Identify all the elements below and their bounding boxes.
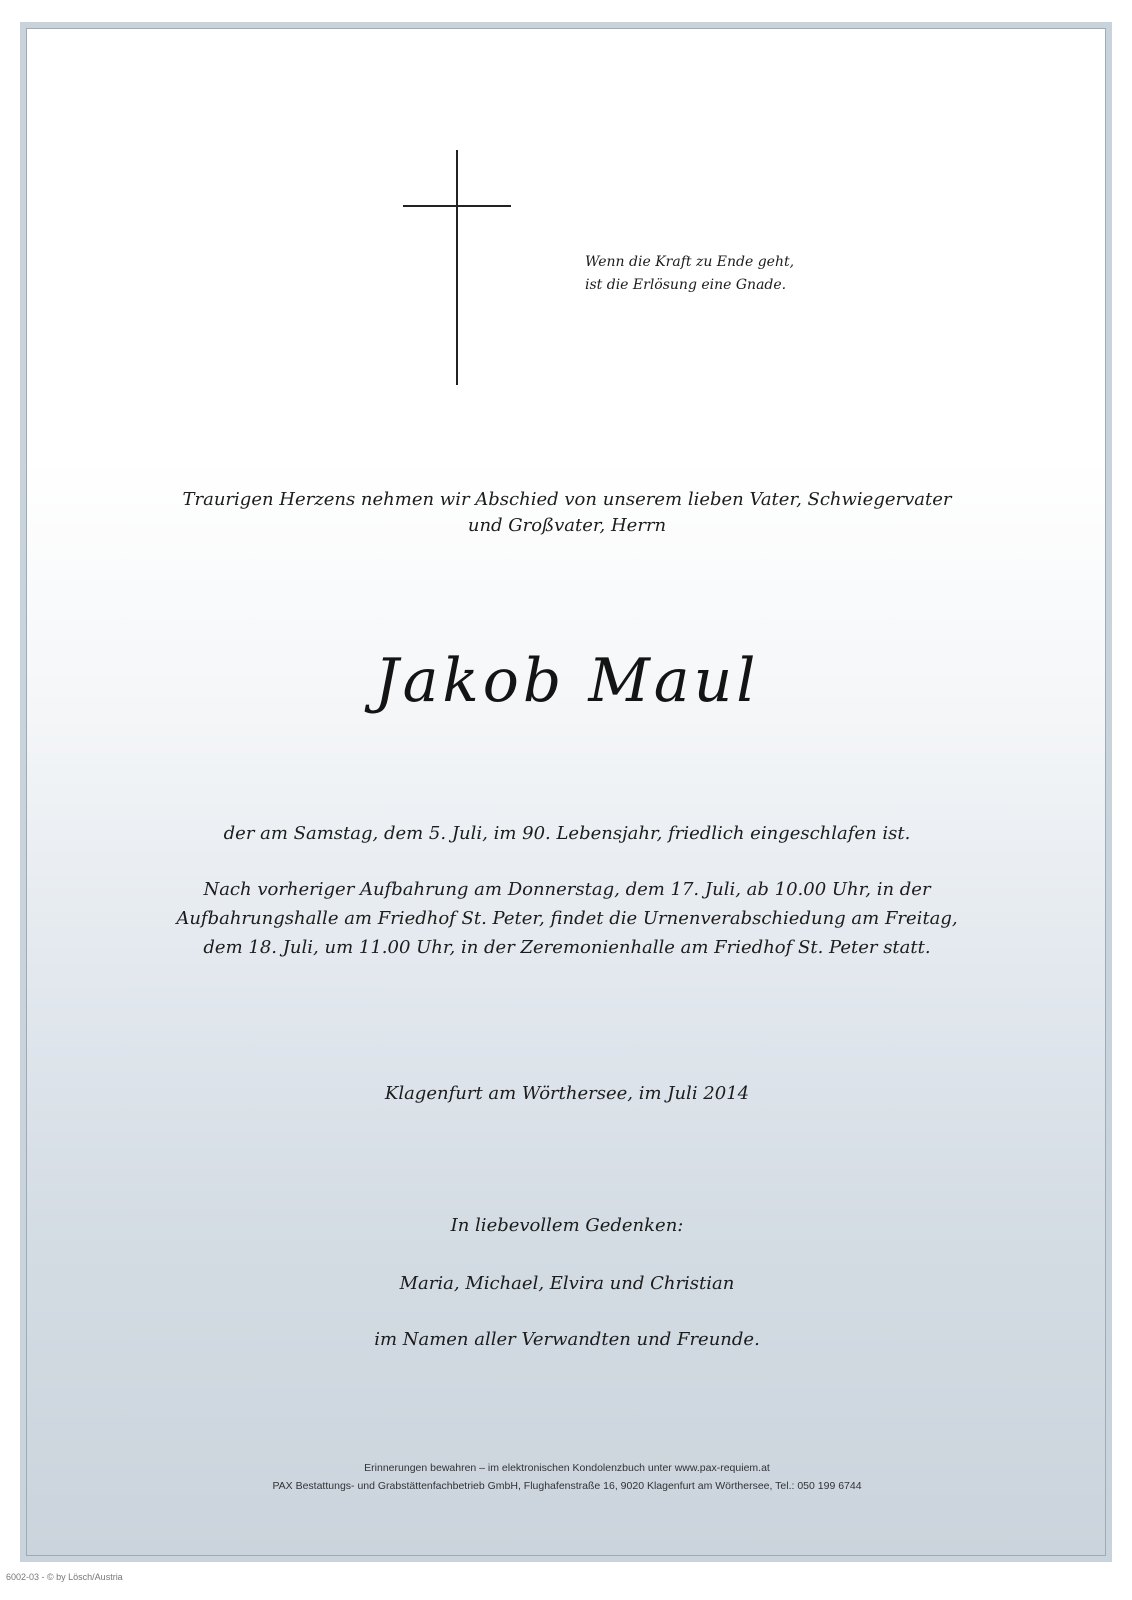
death-notice-text: der am Samstag, dem 5. Juli, im 90. Lebensjahr, friedlich eingeschlafen ist. (223, 823, 911, 844)
cross-icon (456, 150, 458, 385)
obituary-card (26, 28, 1106, 1556)
card-frame (20, 22, 1112, 1562)
ceremony-line-3: dem 18. Juli, um 11.00 Uhr, in der Zeremonienhalle am Friedhof St. Peter statt. (203, 937, 931, 958)
relatives-line (127, 1325, 1007, 1354)
footer (127, 1459, 1007, 1495)
ceremony-line-2: Aufbahrungshalle am Friedhof St. Peter, findet die Urnenverabschiedung am Freitag, (176, 908, 958, 929)
ceremony-line-1: Nach vorheriger Aufbahrung am Donnerstag, dem 17. Juli, ab 10.00 Uhr, in der (203, 879, 931, 900)
ceremony-details (127, 875, 1007, 962)
motto-line-1: Wenn die Kraft zu Ende geht, (585, 254, 795, 270)
place-date-text: Klagenfurt am Wörthersee, im Juli 2014 (384, 1083, 750, 1104)
intro-line-1: Traurigen Herzens nehmen wir Abschied von unserem lieben Vater, Schwiegervater (182, 489, 952, 510)
closing-heading (127, 1211, 1007, 1240)
place-and-date (127, 1079, 1007, 1108)
intro-line-2: und Großvater, Herrn (467, 515, 667, 536)
death-notice (127, 819, 1007, 848)
motto-line-2: ist die Erlösung eine Gnade. (585, 277, 787, 293)
deceased-name: Jakob Maul (374, 646, 760, 716)
closing-heading-text: In liebevollem Gedenken: (450, 1215, 684, 1236)
intro-text (127, 487, 1007, 539)
footer-line-1: Erinnerungen bewahren – im elektronischen Kondolenzbuch unter www.pax-requiem.at (364, 1462, 770, 1474)
mourner-names (127, 1269, 1007, 1298)
mourner-names-text: Maria, Michael, Elvira und Christian (399, 1273, 735, 1294)
print-code: 6002-03 - © by Lösch/Austria (6, 1572, 123, 1582)
cross-icon-bar (403, 205, 511, 207)
footer-line-2: PAX Bestattungs- und Grabstättenfachbetrieb GmbH, Flughafenstraße 16, 9020 Klagenfurt am Wörthersee, Tel.: 050 199 6744 (272, 1480, 862, 1492)
motto (585, 251, 845, 297)
relatives-text: im Namen aller Verwandten und Freunde. (374, 1329, 760, 1350)
